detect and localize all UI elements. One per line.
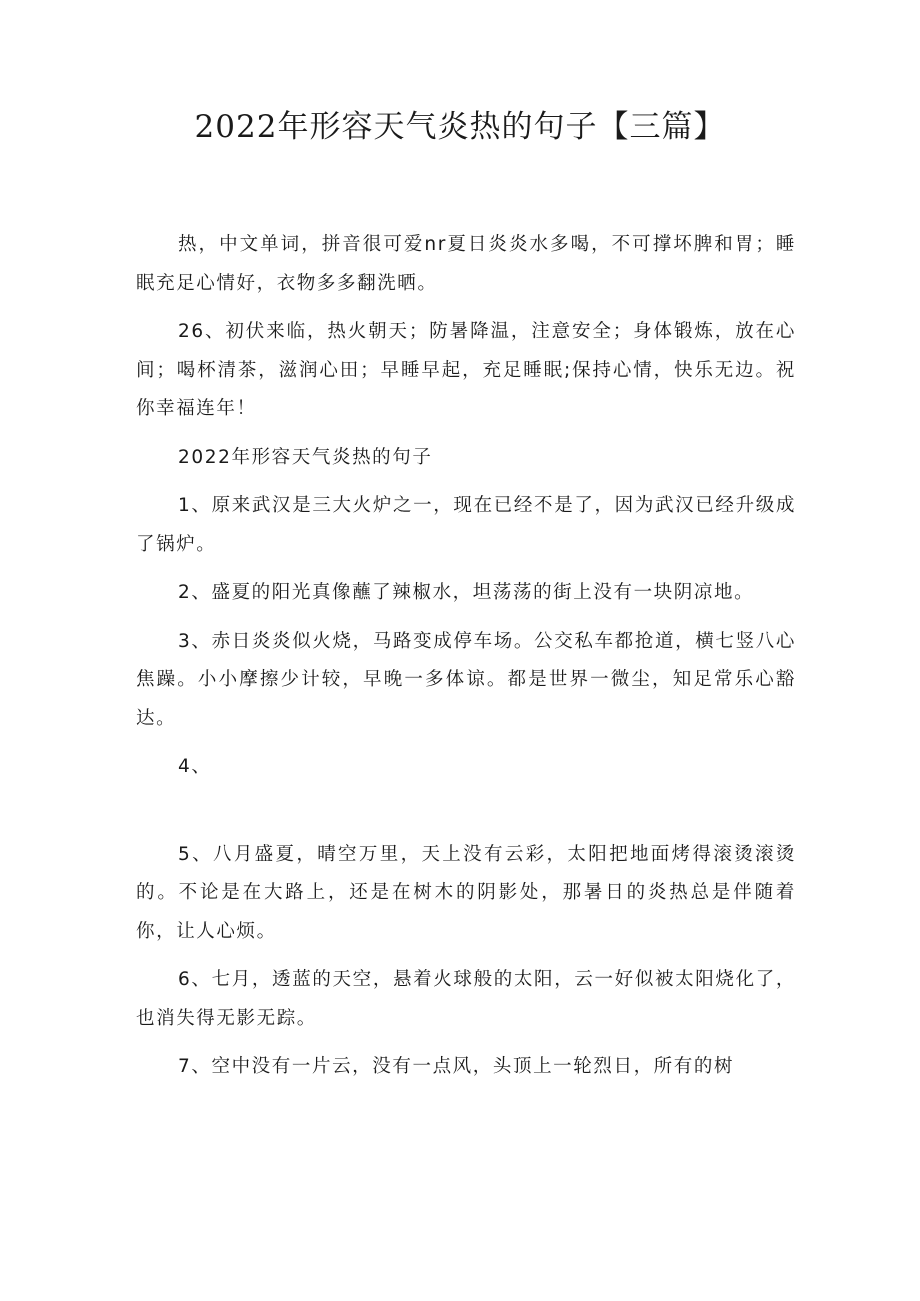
document-title: 2022年形容天气炎热的句子【三篇】 (194, 109, 726, 145)
paragraph: 26、初伏来临，热火朝天；防暑降温，注意安全；身体锻炼，放在心间；喝杯清茶，滋润心田；早睡早起，充足睡眠;保持心情，快乐无边。祝你幸福连年！ (136, 321, 796, 419)
paragraph: 5、八月盛夏，晴空万里，天上没有云彩，太阳把地面烤得滚烫滚烫的。不论是在大路上，还是在树木的阴影处，那暑日的炎热总是伴随着你，让人心烦。 (136, 843, 796, 942)
paragraph: 2、盛夏的阳光真像蘸了辣椒水，坦荡荡的街上没有一块阴凉地。 (178, 582, 755, 603)
paragraph: 6、七月，透蓝的天空，悬着火球般的太阳，云一好似被太阳烧化了，也消失得无影无踪。 (136, 969, 796, 1029)
section-heading: 2022年形容天气炎热的句子 (178, 446, 433, 468)
document-body (136, 226, 796, 1087)
paragraph: 4、 (178, 756, 212, 777)
paragraph: 3、赤日炎炎似火烧，马路变成停车场。公交私车都抢道，横七竖八心焦躁。小小摩擦少计较，早晚一多体谅。都是世界一微尘，知足常乐心豁达。 (136, 630, 796, 729)
paragraph: 7、空中没有一片云，没有一点风，头顶上一轮烈日，所有的树 (178, 1056, 735, 1077)
paragraph: 热，中文单词，拼音很可爱nr夏日炎炎水多喝，不可撑坏脾和胃；睡眠充足心情好，衣物多多翻洗晒。 (136, 234, 796, 294)
paragraph: 1、原来武汉是三大火炉之一，现在已经不是了，因为武汉已经升级成了锅炉。 (136, 495, 796, 555)
